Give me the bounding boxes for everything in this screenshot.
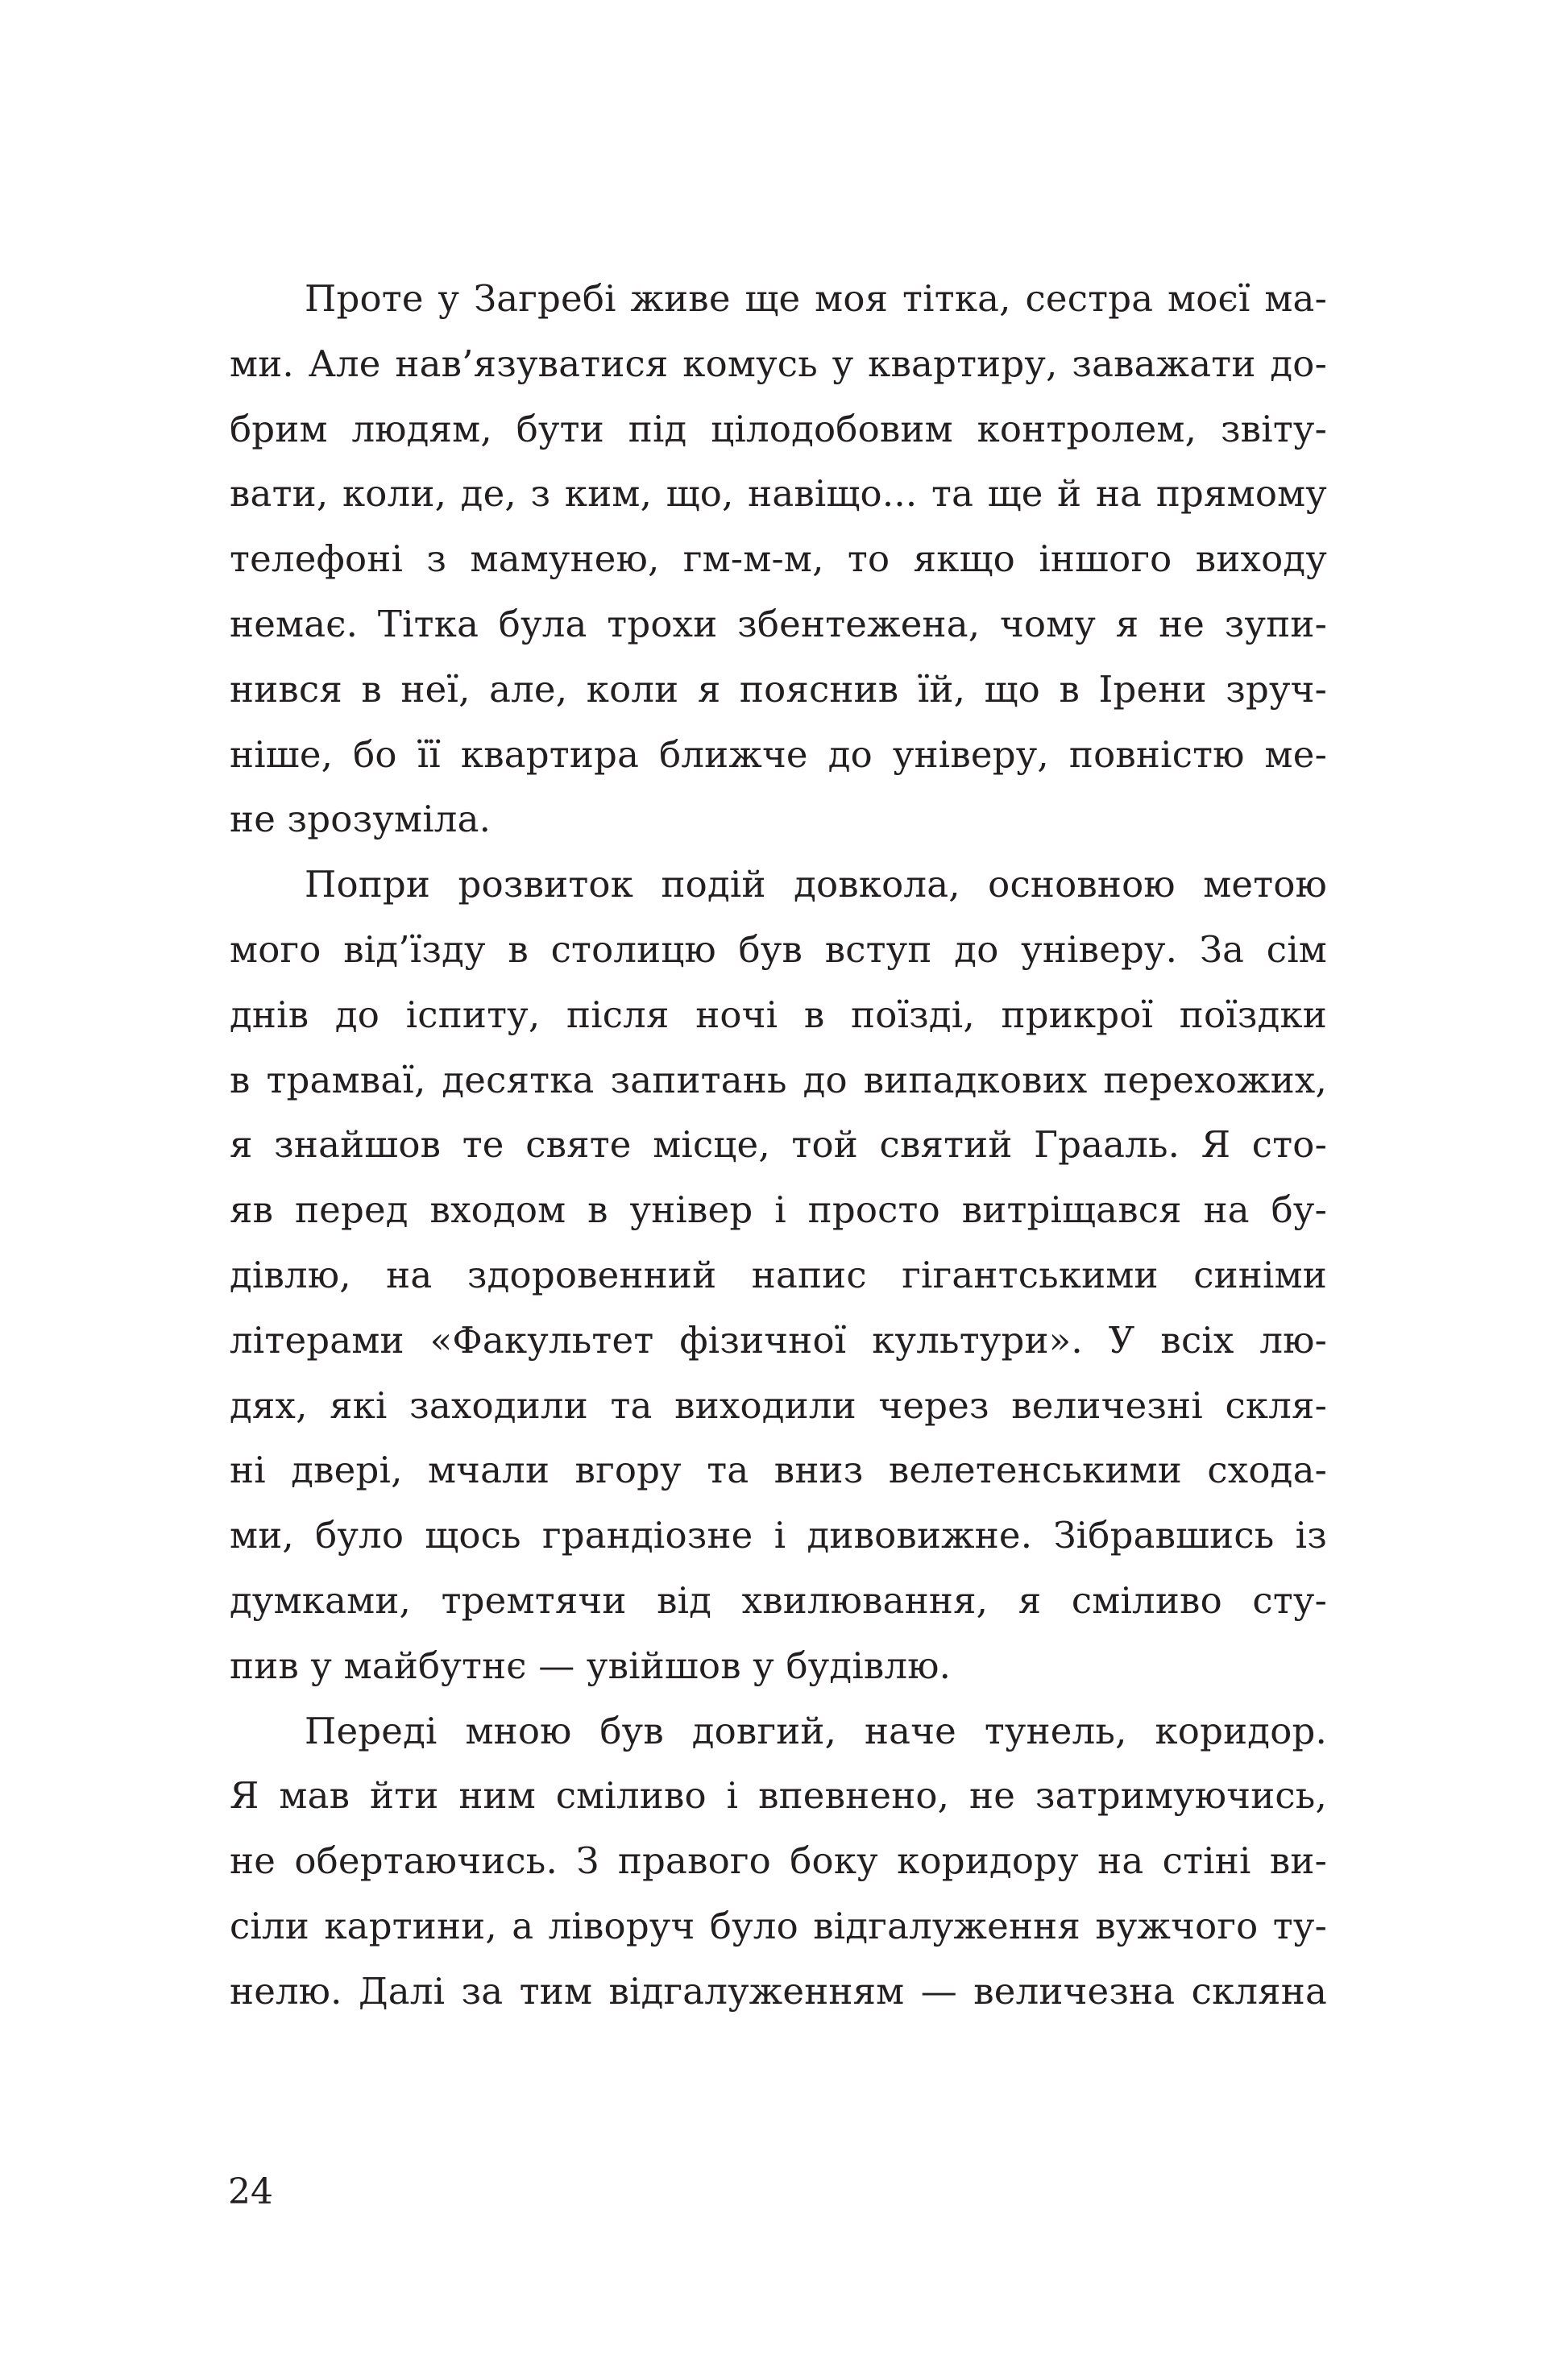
text-line: думками, тремтячи від хвилювання, я сміливо сту- [230, 1578, 1327, 1622]
text-line: Переді мною був довгий, наче тунель, коридор. [305, 1709, 1327, 1752]
page-body-text [230, 267, 1327, 2025]
text-line: не обертаючись. З правого боку коридору на стіні ви- [230, 1839, 1327, 1883]
text-line: в трамваї, десятка запитань до випадкових перехожих, [230, 1058, 1327, 1101]
text-line: Попри розвиток подій довкола, основною метою [305, 863, 1327, 906]
text-line: ми. Але нав’язуватися комусь у квартиру, заважати до- [230, 342, 1327, 385]
text-line: я знайшов те святе місце, той святий Грааль. Я сто- [230, 1123, 1327, 1167]
text-line: дівлю, на здоровенний напис гігантськими синіми [230, 1253, 1327, 1296]
text-line: вати, коли, де, з ким, що, навіщо... та ще й на прямому [230, 472, 1327, 516]
text-line: не зрозуміла. [230, 798, 491, 841]
paragraph [230, 1699, 1327, 2025]
text-line: днів до іспиту, після ночі в поїзді, прикрої поїздки [230, 993, 1327, 1036]
text-line: нився в неї, але, коли я пояснив їй, що в Ірени зруч- [230, 667, 1327, 711]
paragraph [230, 267, 1327, 852]
text-line: яв перед входом в універ і просто витріщався на бу- [230, 1188, 1327, 1232]
text-line: мого від’їзду в столицю був вступ до універу. За сім [230, 927, 1327, 971]
text-line: немає. Тітка була трохи збентежена, чому я не зупи- [230, 602, 1327, 645]
text-line: ні двері, мчали вгору та вниз велетенськими сходa- [230, 1449, 1327, 1492]
text-line: брим людям, бути під цілодобовим контролем, звіту- [230, 407, 1327, 450]
paragraph [230, 852, 1327, 1698]
text-line: телефоні з мамунею, гм-м-м, то якщо іншого виходу [230, 537, 1327, 581]
text-line: літерами «Факультет фізичної культури». У всіх лю- [230, 1318, 1327, 1362]
text-line: нелю. Далі за тим відгалуженням — величезна скляна [230, 1969, 1327, 2013]
text-line: сіли картини, а ліворуч було відгалуження вужчого ту- [230, 1904, 1327, 1947]
page-number: 24 [228, 2171, 273, 2212]
text-line: Проте у Загребі живе ще моя тітка, сестра моєї ма- [305, 277, 1327, 320]
text-line: ніше, бо її квартира ближче до універу, повністю ме- [230, 732, 1327, 776]
text-line: дях, які заходили та виходили через величезні скля- [230, 1383, 1327, 1427]
text-line: пив у майбутнє — увійшов у будівлю. [230, 1644, 952, 1687]
text-line: ми, було щось грандіозне і дивовижне. Зібравшись із [230, 1514, 1327, 1557]
text-line: Я мав йти ним сміливо і впевнено, не затримуючись, [230, 1774, 1327, 1818]
